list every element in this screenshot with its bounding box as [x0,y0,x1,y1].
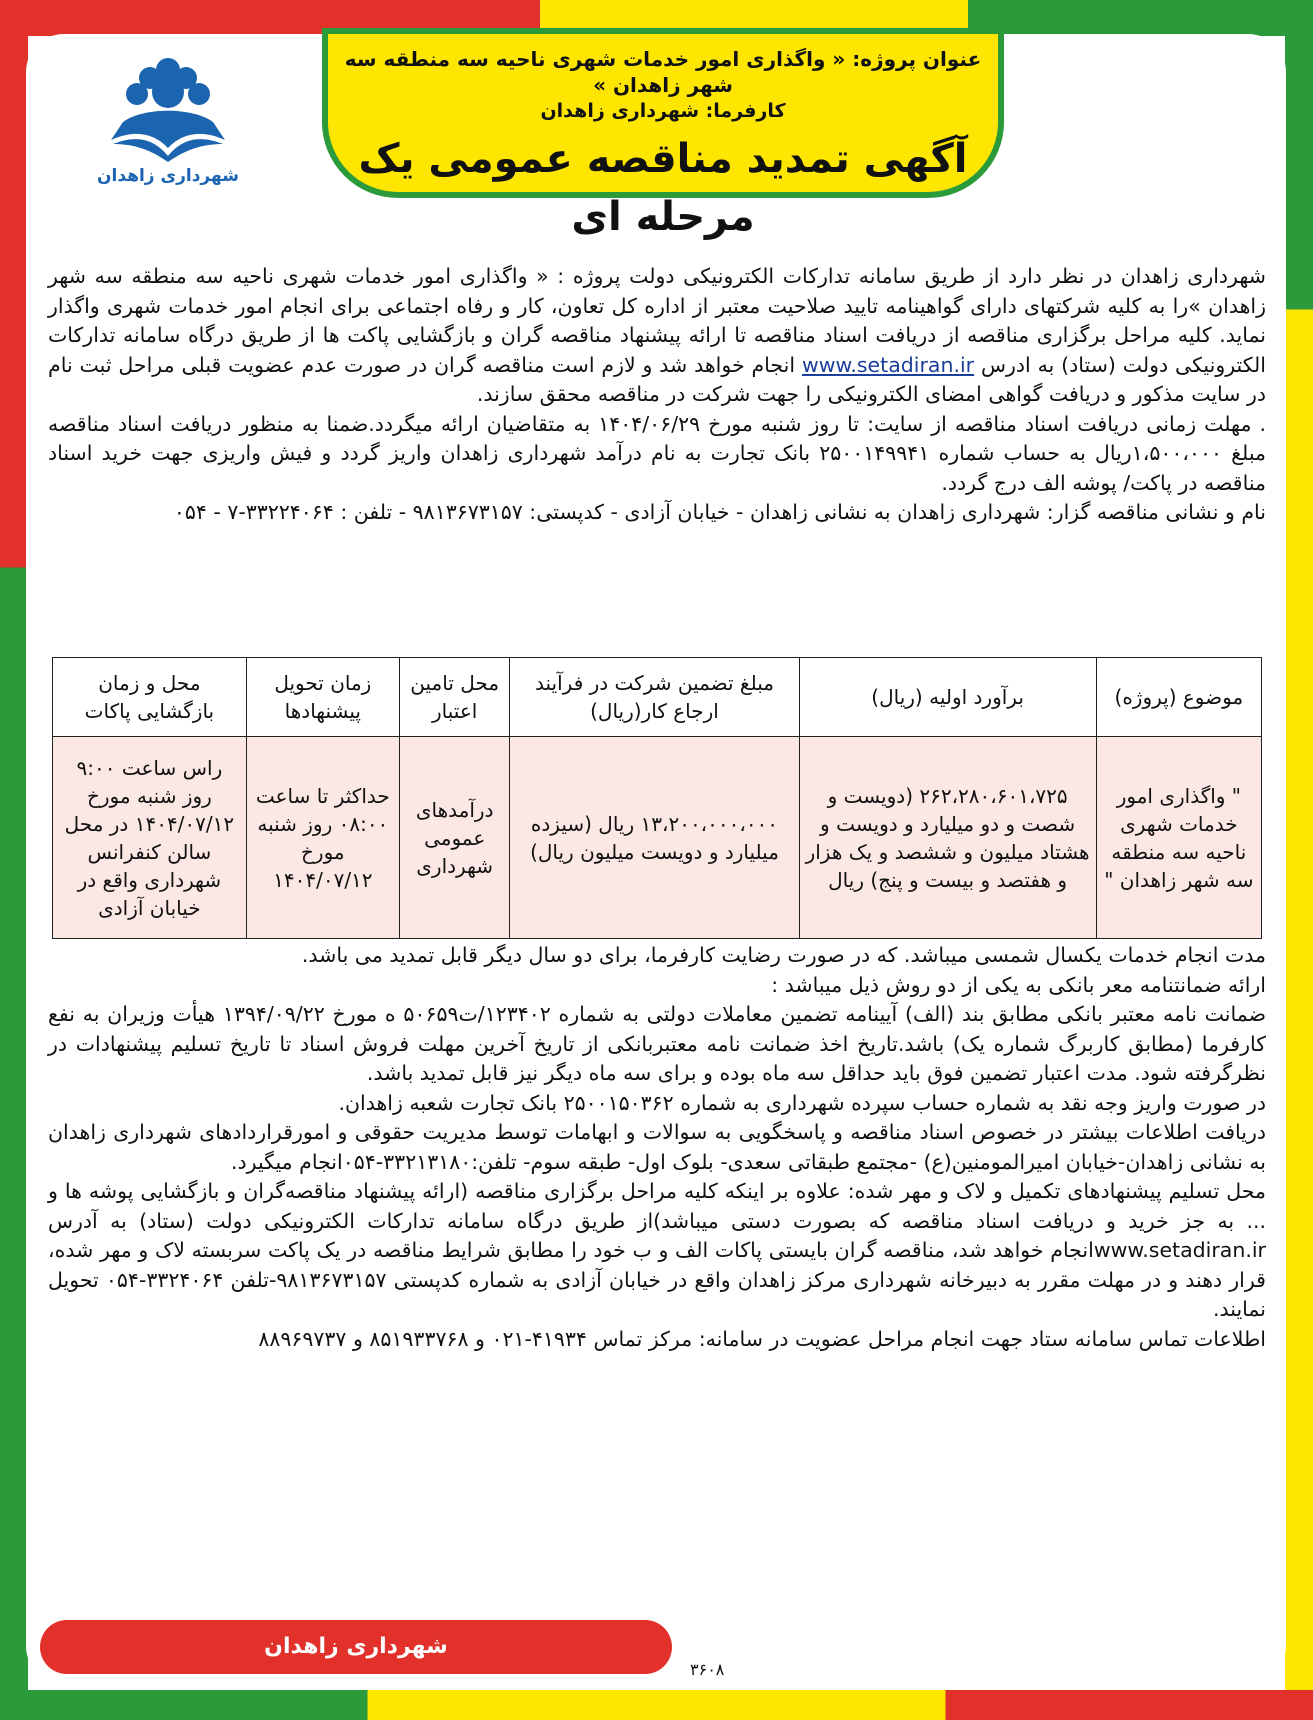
table-header-cell: برآورد اولیه (ریال) [799,658,1096,737]
client-name: کارفرما: شهرداری زاهدان [540,100,786,122]
table-cell: ۲۶۲،۲۸۰،۶۰۱،۷۲۵ (دویست و شصت و دو میلیارد و دویست و هشتاد میلیون و ششصد و یک هزار و هفتصد و بیست و پنج) ریال [799,737,1096,939]
footer-municipality-bar: شهرداری زاهدان [40,1620,672,1674]
conditions-paragraph: ارائه ضمانتنامه معر بانکی به یکی از دو روش ذیل میباشد : [771,972,1266,997]
conditions-section [48,941,1266,1354]
tender-table [52,657,1262,939]
setadiran-link[interactable]: www.setadiran.ir [801,352,975,377]
conditions-paragraph: مدت انجام خدمات یکسال شمسی میباشد. که در صورت رضایت کارفرما، برای دو سال دیگر قابل تمدید می باشد. [301,943,1266,967]
conditions-paragraph: ضمانت نامه معتبر بانکی مطابق بند (الف) آیینامه تضمین معاملات دولتی به شماره ۱۲۳۴۰۲/ت۵۰۶۵۹ ه مورخ ۱۳۹۴/۰۹/۲۲ هیأت وزیران به نفع کارفرما (مطابق کاربرگ شماره یک) باشد.تاریخ اخذ ضمانت نامه معتبربانکی از تاریخ آخرین مهلت فروش اسناد تا تاریخ تسلیم پیشنهادات در نظرگرفته شود. مدت اعتبار تضمین فوق باید حداقل سه ماه بوده و برای سه ماه دیگر نیز قابل تمدید باشد. [48,1002,1267,1085]
frame-top-red [0,0,540,36]
frame-left [0,0,28,1720]
header-badge [328,34,998,240]
conditions-paragraph: در صورت واریز وجه نقد به شماره حساب سپرده شهرداری به شماره ۲۵۰۰۱۵۰۳۶۲ بانک تجارت شعبه زاهدان. [338,1090,1266,1115]
intro-text-after-link: انجام خواهد شد و لازم است مناقصه گران در صورت عدم عضویت قبلی مراحل ثبت نام در سایت مذکور و دریافت گواهی امضای الکترونیکی را جهت شرکت در مناقصه محقق سازند. [48,352,1266,406]
zahedan-emblem-icon [93,52,243,162]
intro-paragraph-3: نام و نشانی مناقصه گزار: شهرداری زاهدان به نشانی زاهدان - خیابان آزادی - کدپستی: ۹۸۱۳۶۷۳۱۵۷ - تلفن : ۳۳۲۲۴۰۶۴-۷ - ۰۵۴ [173,500,1266,524]
table-cell: ۱۳،۲۰۰،۰۰۰،۰۰۰ ریال (سیزده میلیارد و دویست میلیون ریال) [510,737,799,939]
table-header-cell: موضوع (پروژه) [1096,658,1261,737]
table-header-cell: زمان تحویل پیشنهادها [246,658,399,737]
ad-title: آگهی تمدید مناقصه عمومی یک مرحله ای [358,136,968,240]
frame-bottom [0,1690,1313,1720]
frame-top-green [968,0,1313,36]
intro-paragraph-2: . مهلت زمانی دریافت اسناد مناقصه از سایت: تا روز شنبه مورخ ۱۴۰۴/۰۶/۲۹ به متقاضیان ارائه میگردد.ضمنا به منظور دریافت اسناد مناقصه مبلغ ۱،۵۰۰،۰۰۰ریال به حساب شماره ۲۵۰۰۱۴۹۹۴۱ بانک تجارت به نام درآمد شهرداری زاهدان واریز گردد و فیش واریزی جهت خرید اسناد مناقصه در پاکت/ پوشه الف درج گردد. [48,411,1266,495]
table-cell: راس ساعت ۹:۰۰ روز شنبه مورخ ۱۴۰۴/۰۷/۱۲ در محل سالن کنفرانس شهرداری واقع در خیابان آزادی [53,737,247,939]
municipality-logo [78,52,258,202]
table-cell: " واگذاری امور خدمات شهری ناحیه سه منطقه سه شهر زاهدان " [1096,737,1261,939]
table-cell: درآمدهای عمومی شهرداری [399,737,510,939]
project-title: عنوان پروژه: « واگذاری امور خدمات شهری ناحیه سه منطقه سه شهر زاهدان » [344,47,982,97]
table-header-row [53,658,1262,737]
intro-paragraph-1 [48,262,1266,410]
conditions-paragraph: اطلاعات تماس سامانه ستاد جهت انجام مراحل عضویت در سامانه: مرکز تماس ۴۱۹۳۴-۰۲۱ و ۸۵۱۹۳۳۷۶۸ و ۸۸۹۶۹۷۳۷ [258,1326,1266,1351]
table-row [53,737,1262,939]
conditions-paragraph: محل تسلیم پیشنهادهای تکمیل و لاک و مهر شده: علاوه بر اینکه کلیه مراحل برگزاری مناقصه (ارائه پیشنهاد مناقصه‌گران و بازگشایی پوشه ها و ... به جز خرید و دریافت اسناد مناقصه که بصورت دستی میباشد)از طریق درگاه سامانه تدارکات الکترونیکی دولت (ستاد) به آدرس www.setadiran.irانجام خواهد شد، مناقصه گران بایستی پاکات الف و ب خود را مطابق شرایط مناقصه در یک پاکت سربسته لاک و مهر شده، قرار دهند و در مهلت مقرر به دبیرخانه شهرداری مرکز زاهدان واقع در خیابان آزادی به شماره کدپستی ۹۸۱۳۶۷۳۱۵۷-تلفن ۳۳۲۴۰۶۴-۰۵۴ تحویل نمایند. [48,1179,1266,1321]
table-header-cell: محل تامین اعتبار [399,658,510,737]
table-cell: حداکثر تا ساعت ۰۸:۰۰ روز شنبه مورخ ۱۴۰۴/۰۷/۱۲ [246,737,399,939]
logo-text: شهرداری زاهدان [97,166,239,186]
table-header-cell: محل و زمان بازگشایی پاکات [53,658,247,737]
page-number: ۳۶۰۸ [690,1660,725,1679]
table-header-cell: مبلغ تضمین شرکت در فرآیند ارجاع کار(ریال) [510,658,799,737]
frame-top-yellow [540,0,970,36]
intro-section [48,262,1266,528]
intro-text-before-link: شهرداری زاهدان در نظر دارد از طریق سامانه تدارکات الکترونیکی دولت پروژه : « واگذاری امور خدمات شهری ناحیه سه منطقه سه شهر زاهدان »را به کلیه شرکتهای دارای گواهینامه تایید صلاحیت معتبر از اداره کل تعاون، کار و رفاه اجتماعی برای انجام امور خدمات شهری واگذار نماید. کلیه مراحل برگزاری مناقصه از دریافت اسناد مناقصه تا ارائه پیشنهاد مناقصه گران و بازگشایی پاکت ها از طریق درگاه سامانه تدارکات الکترونیکی دولت (ستاد) به ادرس [48,264,1266,377]
conditions-paragraph: دریافت اطلاعات بیشتر در خصوص اسناد مناقصه و پاسخگویی به سوالات و ابهامات توسط مدیریت حقوقی و امورقراردادهای شهرداری زاهدان به نشانی زاهدان-خیابان امیرالمومنین(ع) -مجتمع طبقاتی سعدی- بلوک اول- طبقه سوم- تلفن:۳۳۲۱۳۱۸۰-۰۵۴انجام میگیرد. [48,1120,1266,1174]
frame-right [1285,0,1313,1720]
